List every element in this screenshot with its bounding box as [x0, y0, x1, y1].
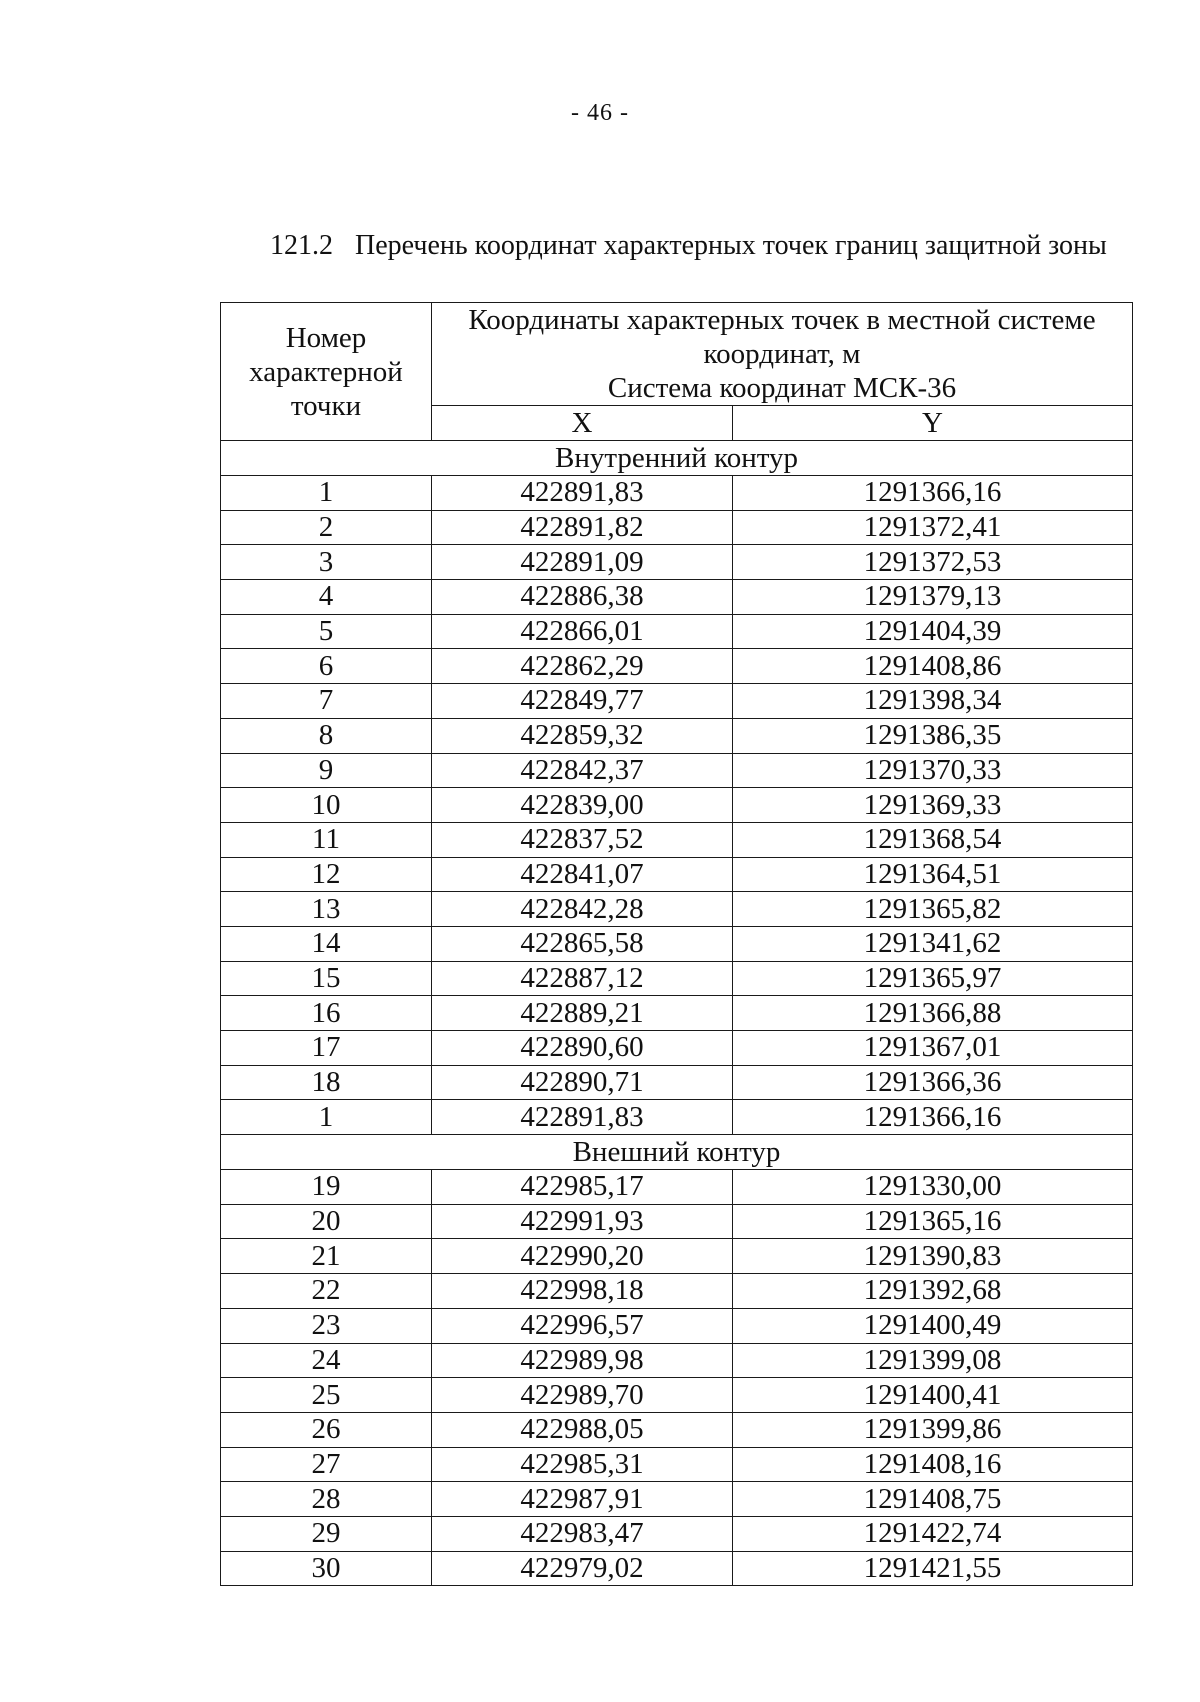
- x-coordinate-cell: 422849,77: [432, 684, 733, 719]
- y-coordinate-cell: 1291408,75: [733, 1482, 1133, 1517]
- coordinates-table: [220, 302, 1133, 1586]
- table-row: [221, 510, 1133, 545]
- table-row: [221, 788, 1133, 823]
- page-number: - 46 -: [571, 100, 629, 126]
- x-coordinate-cell: 422886,38: [432, 580, 733, 615]
- y-coordinate-cell: 1291365,97: [733, 961, 1133, 996]
- point-number-cell: 14: [221, 926, 432, 961]
- y-coordinate-cell: 1291400,49: [733, 1308, 1133, 1343]
- table-header: [221, 303, 1133, 441]
- x-coordinate-cell: 422890,60: [432, 1031, 733, 1066]
- table-row: [221, 614, 1133, 649]
- y-coordinate-cell: 1291372,41: [733, 510, 1133, 545]
- point-header-line: точки: [290, 389, 362, 422]
- x-coordinate-cell: 422891,09: [432, 545, 733, 580]
- table-row: [221, 1031, 1133, 1066]
- x-coordinate-cell: 422889,21: [432, 996, 733, 1031]
- table-row: [221, 580, 1133, 615]
- x-coordinate-cell: 422839,00: [432, 788, 733, 823]
- x-coordinate-cell: 422862,29: [432, 649, 733, 684]
- x-coordinate-cell: 422996,57: [432, 1308, 733, 1343]
- y-coordinate-cell: 1291365,82: [733, 892, 1133, 927]
- x-coordinate-cell: 422859,32: [432, 718, 733, 753]
- table-row: [221, 996, 1133, 1031]
- point-number-cell: 5: [221, 614, 432, 649]
- y-coordinate-cell: 1291341,62: [733, 926, 1133, 961]
- y-coordinate-cell: 1291366,88: [733, 996, 1133, 1031]
- x-coordinate-cell: 422841,07: [432, 857, 733, 892]
- table-row: [221, 1551, 1133, 1586]
- x-coordinate-cell: 422891,83: [432, 1100, 733, 1135]
- y-coordinate-cell: 1291408,16: [733, 1447, 1133, 1482]
- coordinates-title-line1: Координаты характерных точек в местной системе: [468, 304, 1096, 336]
- x-coordinate-cell: 422891,82: [432, 510, 733, 545]
- section-title: [270, 230, 1107, 262]
- y-coordinate-cell: 1291404,39: [733, 614, 1133, 649]
- x-coordinate-cell: 422987,91: [432, 1482, 733, 1517]
- contour-title: Внешний контур: [221, 1135, 1133, 1170]
- x-coordinate-cell: 422890,71: [432, 1065, 733, 1100]
- table-row: [221, 926, 1133, 961]
- y-coordinate-cell: 1291390,83: [733, 1239, 1133, 1274]
- y-coordinate-cell: 1291408,86: [733, 649, 1133, 684]
- table-row: [221, 1343, 1133, 1378]
- point-number-cell: 23: [221, 1308, 432, 1343]
- point-number-cell: 30: [221, 1551, 432, 1586]
- y-column-header: Y: [733, 406, 1133, 441]
- point-number-cell: 13: [221, 892, 432, 927]
- table-row: [221, 753, 1133, 788]
- table-row: [221, 1065, 1133, 1100]
- x-coordinate-cell: 422998,18: [432, 1274, 733, 1309]
- table-row: [221, 649, 1133, 684]
- point-number-cell: 19: [221, 1170, 432, 1205]
- y-coordinate-cell: 1291366,36: [733, 1065, 1133, 1100]
- table-row: [221, 1447, 1133, 1482]
- x-coordinate-cell: 422866,01: [432, 614, 733, 649]
- y-coordinate-cell: 1291330,00: [733, 1170, 1133, 1205]
- table-row: [221, 684, 1133, 719]
- x-coordinate-cell: 422989,98: [432, 1343, 733, 1378]
- point-number-cell: 28: [221, 1482, 432, 1517]
- y-coordinate-cell: 1291422,74: [733, 1516, 1133, 1551]
- contour-section-row: [221, 441, 1133, 476]
- x-coordinate-cell: 422842,37: [432, 753, 733, 788]
- point-number-cell: 27: [221, 1447, 432, 1482]
- table-row: [221, 857, 1133, 892]
- table-row: [221, 718, 1133, 753]
- point-header-line: характерной: [249, 355, 403, 388]
- y-coordinate-cell: 1291399,08: [733, 1343, 1133, 1378]
- point-number-cell: 20: [221, 1204, 432, 1239]
- y-coordinate-cell: 1291365,16: [733, 1204, 1133, 1239]
- point-number-cell: 6: [221, 649, 432, 684]
- y-coordinate-cell: 1291369,33: [733, 788, 1133, 823]
- table-row: [221, 1378, 1133, 1413]
- table-body: [221, 441, 1133, 1586]
- x-coordinate-cell: 422837,52: [432, 822, 733, 857]
- point-number-cell: 15: [221, 961, 432, 996]
- table-row: [221, 1204, 1133, 1239]
- y-coordinate-cell: 1291364,51: [733, 857, 1133, 892]
- table-row: [221, 545, 1133, 580]
- y-coordinate-cell: 1291399,86: [733, 1412, 1133, 1447]
- point-number-cell: 4: [221, 580, 432, 615]
- x-coordinate-cell: 422891,83: [432, 476, 733, 511]
- x-coordinate-cell: 422865,58: [432, 926, 733, 961]
- table-row: [221, 961, 1133, 996]
- x-coordinate-cell: 422983,47: [432, 1516, 733, 1551]
- point-number-cell: 9: [221, 753, 432, 788]
- table-row: [221, 1239, 1133, 1274]
- x-column-header: X: [432, 406, 733, 441]
- point-number-cell: 29: [221, 1516, 432, 1551]
- y-coordinate-cell: 1291398,34: [733, 684, 1133, 719]
- table-row: [221, 822, 1133, 857]
- coordinates-title-line2: координат, м: [703, 338, 861, 370]
- table-row: [221, 892, 1133, 927]
- y-coordinate-cell: 1291386,35: [733, 718, 1133, 753]
- point-number-cell: 11: [221, 822, 432, 857]
- x-coordinate-cell: 422985,17: [432, 1170, 733, 1205]
- table-row: [221, 476, 1133, 511]
- y-coordinate-cell: 1291370,33: [733, 753, 1133, 788]
- point-number-cell: 17: [221, 1031, 432, 1066]
- y-coordinate-cell: 1291367,01: [733, 1031, 1133, 1066]
- point-number-cell: 21: [221, 1239, 432, 1274]
- table-row: [221, 1482, 1133, 1517]
- contour-title: Внутренний контур: [221, 441, 1133, 476]
- point-number-cell: 25: [221, 1378, 432, 1413]
- x-coordinate-cell: 422979,02: [432, 1551, 733, 1586]
- point-number-cell: 2: [221, 510, 432, 545]
- table-row: [221, 1412, 1133, 1447]
- y-coordinate-cell: 1291421,55: [733, 1551, 1133, 1586]
- x-coordinate-cell: 422989,70: [432, 1378, 733, 1413]
- y-coordinate-cell: 1291372,53: [733, 545, 1133, 580]
- point-number-cell: 24: [221, 1343, 432, 1378]
- point-number-cell: 8: [221, 718, 432, 753]
- x-coordinate-cell: 422887,12: [432, 961, 733, 996]
- x-coordinate-cell: 422990,20: [432, 1239, 733, 1274]
- coordinate-system-label: Система координат МСК-36: [607, 372, 957, 404]
- coordinates-header: [432, 303, 1133, 406]
- point-number-cell: 1: [221, 1100, 432, 1135]
- x-coordinate-cell: 422985,31: [432, 1447, 733, 1482]
- table-row: [221, 1170, 1133, 1205]
- point-number-header: [221, 303, 432, 441]
- x-coordinate-cell: 422842,28: [432, 892, 733, 927]
- y-coordinate-cell: 1291400,41: [733, 1378, 1133, 1413]
- point-number-cell: 1: [221, 476, 432, 511]
- y-coordinate-cell: 1291366,16: [733, 476, 1133, 511]
- y-coordinate-cell: 1291392,68: [733, 1274, 1133, 1309]
- x-coordinate-cell: 422991,93: [432, 1204, 733, 1239]
- y-coordinate-cell: 1291379,13: [733, 580, 1133, 615]
- y-coordinate-cell: 1291366,16: [733, 1100, 1133, 1135]
- point-number-cell: 26: [221, 1412, 432, 1447]
- point-number-cell: 22: [221, 1274, 432, 1309]
- point-number-cell: 10: [221, 788, 432, 823]
- table-row: [221, 1308, 1133, 1343]
- point-header-line: Номер: [285, 321, 367, 354]
- point-number-cell: 7: [221, 684, 432, 719]
- x-coordinate-cell: 422988,05: [432, 1412, 733, 1447]
- point-number-cell: 12: [221, 857, 432, 892]
- point-number-cell: 18: [221, 1065, 432, 1100]
- table-row: [221, 1516, 1133, 1551]
- point-number-cell: 3: [221, 545, 432, 580]
- section-number: 121.2: [270, 230, 333, 261]
- contour-section-row: [221, 1135, 1133, 1170]
- table-row: [221, 1100, 1133, 1135]
- y-coordinate-cell: 1291368,54: [733, 822, 1133, 857]
- point-number-cell: 16: [221, 996, 432, 1031]
- table-row: [221, 1274, 1133, 1309]
- section-title-text: Перечень координат характерных точек границ защитной зоны: [355, 230, 1107, 261]
